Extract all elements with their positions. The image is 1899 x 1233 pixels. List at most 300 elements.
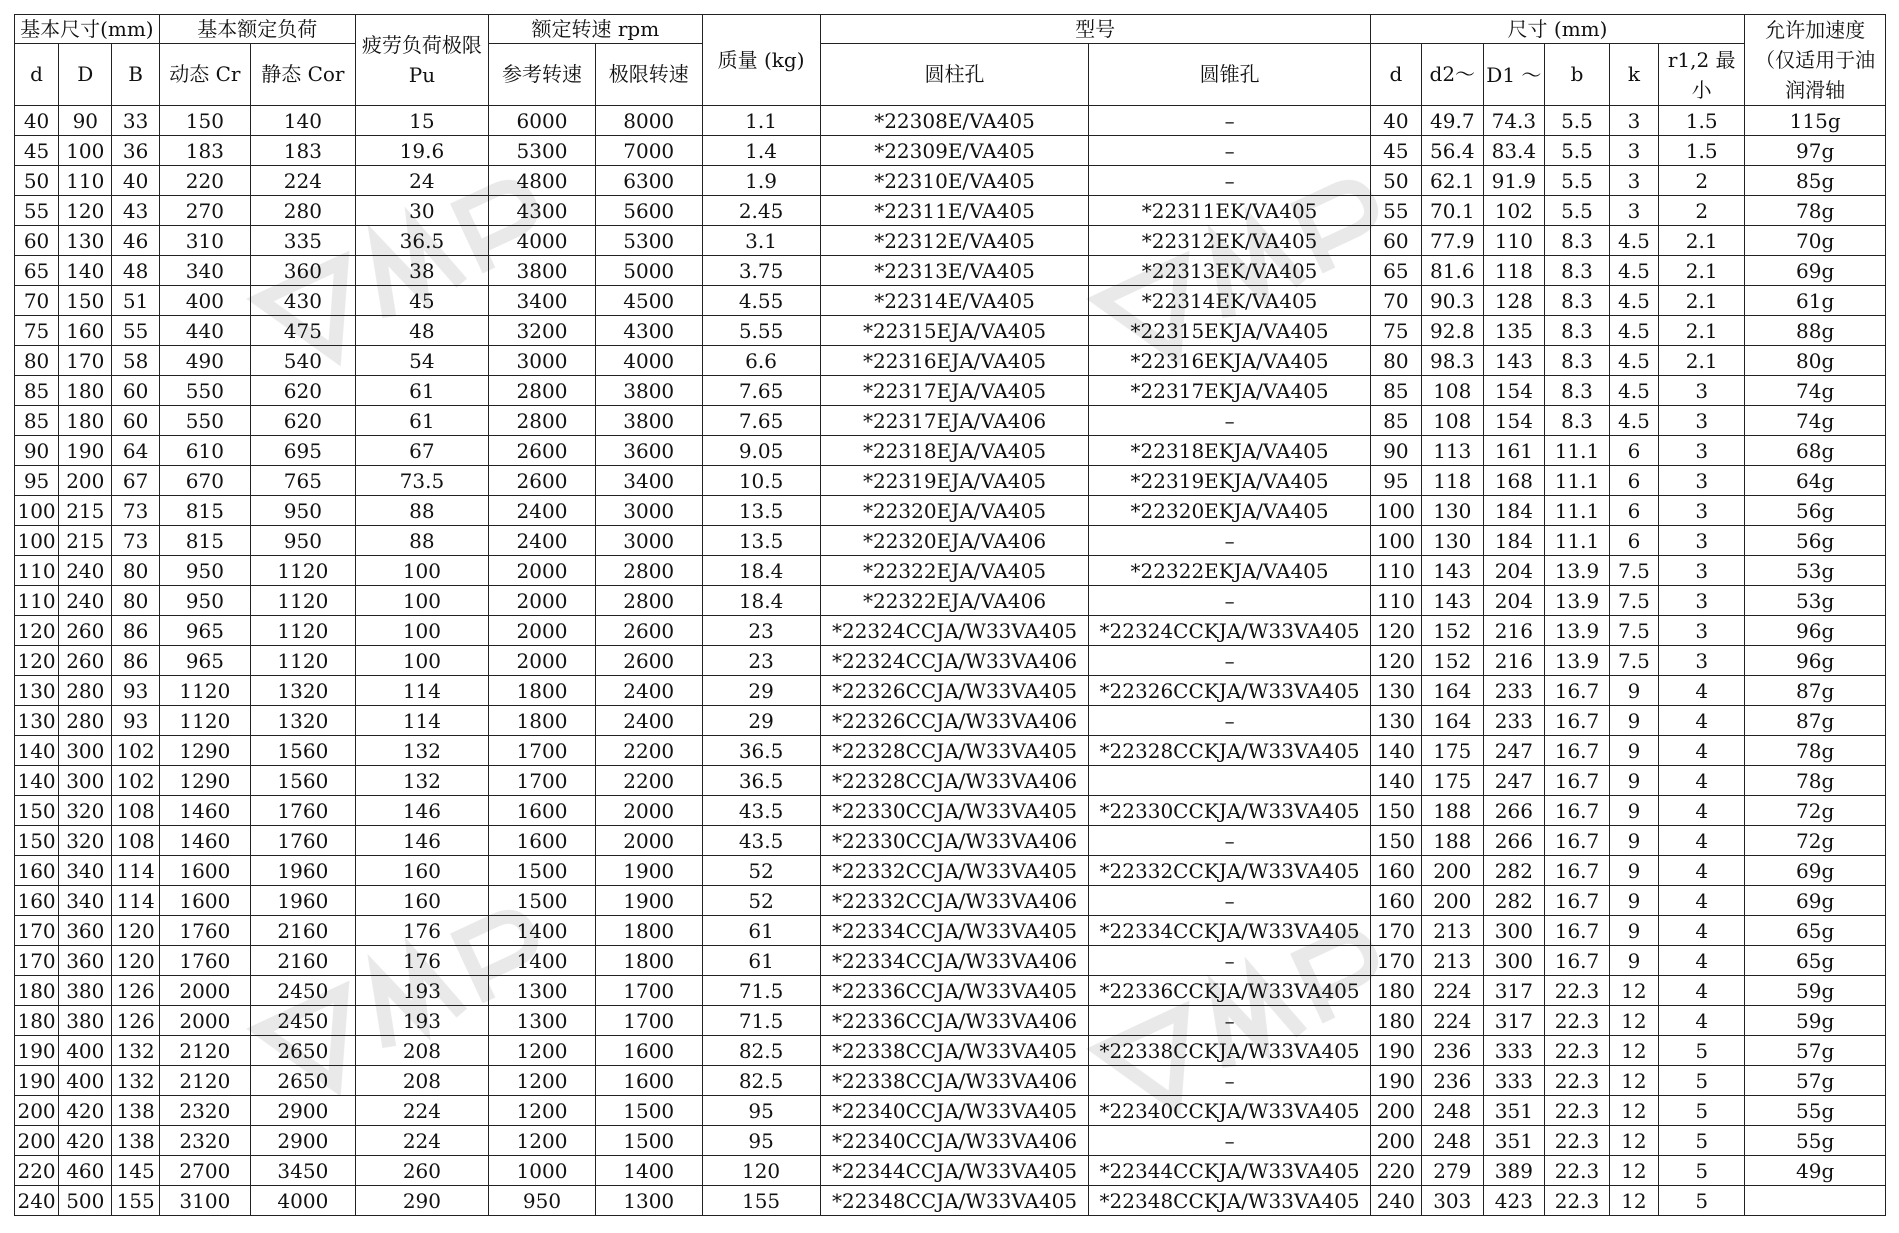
table-row (15, 1126, 1886, 1156)
header-b: b (1545, 44, 1610, 106)
cell-mass: 5.55 (702, 316, 820, 346)
cell-r12: 4 (1659, 976, 1745, 1006)
cell-k: 6 (1609, 466, 1658, 496)
cell-b: 13.9 (1545, 616, 1610, 646)
cell-ref-speed: 3000 (489, 346, 596, 376)
table-row (15, 496, 1886, 526)
cell-d: 140 (15, 736, 59, 766)
cell-b: 16.7 (1545, 826, 1610, 856)
cell-D1: 282 (1483, 856, 1545, 886)
cell-D: 200 (59, 466, 112, 496)
cell-d: 190 (15, 1036, 59, 1066)
cell-cor: 540 (251, 346, 356, 376)
cell-D: 240 (59, 586, 112, 616)
cell-cr: 400 (159, 286, 250, 316)
cell-ref-speed: 1600 (489, 796, 596, 826)
cell-tapered-bore-model: *22330CCKJA/W33VA405 (1089, 796, 1370, 826)
cell-ref-speed: 2000 (489, 646, 596, 676)
cell-d: 90 (15, 436, 59, 466)
cell-D: 170 (59, 346, 112, 376)
cell-cr: 183 (159, 136, 250, 166)
cell-cor: 950 (251, 496, 356, 526)
cell-cylindrical-bore-model: *22322EJA/VA406 (820, 586, 1089, 616)
cell-limit-speed: 6300 (595, 166, 702, 196)
cell-b: 8.3 (1545, 226, 1610, 256)
cell-r12: 3 (1659, 496, 1745, 526)
cell-b: 8.3 (1545, 406, 1610, 436)
cell-cr: 3100 (159, 1186, 250, 1216)
cell-b: 11.1 (1545, 526, 1610, 556)
cell-B: 155 (112, 1186, 159, 1216)
cell-mass: 3.1 (702, 226, 820, 256)
cell-cor: 2160 (251, 946, 356, 976)
cell-ref-speed: 1600 (489, 826, 596, 856)
cell-cylindrical-bore-model: *22332CCJA/W33VA405 (820, 856, 1089, 886)
cell-cor: 2900 (251, 1126, 356, 1156)
header-basic-load: 基本额定负荷 (159, 15, 355, 44)
cell-mass: 9.05 (702, 436, 820, 466)
cell-d2: 200 (1422, 856, 1484, 886)
cell-k: 4.5 (1609, 346, 1658, 376)
cell-dim-d: 55 (1370, 196, 1421, 226)
table-row (15, 286, 1886, 316)
cell-dim-d: 160 (1370, 886, 1421, 916)
cell-cylindrical-bore-model: *22310E/VA405 (820, 166, 1089, 196)
cell-limit-speed: 8000 (595, 106, 702, 136)
cell-D1: 333 (1483, 1066, 1545, 1096)
cell-cr: 965 (159, 646, 250, 676)
cell-acceleration: 96g (1745, 646, 1886, 676)
cell-cor: 695 (251, 436, 356, 466)
cell-limit-speed: 2400 (595, 676, 702, 706)
cell-d: 170 (15, 946, 59, 976)
table-row (15, 1006, 1886, 1036)
cell-acceleration: 87g (1745, 676, 1886, 706)
cell-acceleration: 49g (1745, 1156, 1886, 1186)
cell-mass: 4.55 (702, 286, 820, 316)
cell-acceleration: 72g (1745, 826, 1886, 856)
cell-d2: 108 (1422, 406, 1484, 436)
cell-d: 85 (15, 406, 59, 436)
cell-k: 4.5 (1609, 256, 1658, 286)
cell-ref-speed: 1200 (489, 1126, 596, 1156)
table-row (15, 826, 1886, 856)
cell-D1: 300 (1483, 916, 1545, 946)
cell-b: 13.9 (1545, 586, 1610, 616)
header-B: B (112, 44, 159, 106)
cell-k: 12 (1609, 976, 1658, 1006)
cell-d: 190 (15, 1066, 59, 1096)
cell-ref-speed: 1400 (489, 946, 596, 976)
cell-cr: 490 (159, 346, 250, 376)
cell-mass: 3.75 (702, 256, 820, 286)
cell-limit-speed: 5300 (595, 226, 702, 256)
cell-B: 138 (112, 1126, 159, 1156)
cell-acceleration: 74g (1745, 376, 1886, 406)
cell-tapered-bore-model: *22320EKJA/VA405 (1089, 496, 1370, 526)
cell-acceleration: 57g (1745, 1036, 1886, 1066)
cell-k: 4.5 (1609, 286, 1658, 316)
cell-k: 9 (1609, 736, 1658, 766)
cell-mass: 52 (702, 886, 820, 916)
cell-B: 64 (112, 436, 159, 466)
cell-cor: 620 (251, 376, 356, 406)
cell-d2: 130 (1422, 526, 1484, 556)
cell-limit-speed: 1900 (595, 886, 702, 916)
cell-cylindrical-bore-model: *22348CCJA/W33VA405 (820, 1186, 1089, 1216)
cell-B: 93 (112, 706, 159, 736)
cell-pu: 45 (355, 286, 488, 316)
cell-d2: 143 (1422, 586, 1484, 616)
cell-cor: 1320 (251, 706, 356, 736)
cell-D: 215 (59, 526, 112, 556)
cell-cor: 1960 (251, 886, 356, 916)
cell-r12: 5 (1659, 1036, 1745, 1066)
cell-mass: 95 (702, 1126, 820, 1156)
cell-ref-speed: 1300 (489, 976, 596, 1006)
cell-d2: 175 (1422, 736, 1484, 766)
table-row (15, 766, 1886, 796)
cell-dim-d: 180 (1370, 976, 1421, 1006)
cell-ref-speed: 4800 (489, 166, 596, 196)
cell-cr: 670 (159, 466, 250, 496)
cell-tapered-bore-model: *22334CCKJA/W33VA405 (1089, 916, 1370, 946)
cell-pu: 88 (355, 526, 488, 556)
cell-cylindrical-bore-model: *22340CCJA/W33VA406 (820, 1126, 1089, 1156)
cell-D1: 204 (1483, 556, 1545, 586)
cell-D: 260 (59, 616, 112, 646)
header-dim-d: d (1370, 44, 1421, 106)
cell-tapered-bore-model: – (1089, 526, 1370, 556)
cell-k: 3 (1609, 196, 1658, 226)
cell-limit-speed: 1500 (595, 1126, 702, 1156)
cell-r12: 2 (1659, 166, 1745, 196)
cell-tapered-bore-model: *22324CCKJA/W33VA405 (1089, 616, 1370, 646)
cell-b: 16.7 (1545, 796, 1610, 826)
cell-k: 9 (1609, 676, 1658, 706)
cell-ref-speed: 2600 (489, 436, 596, 466)
cell-cor: 3450 (251, 1156, 356, 1186)
cell-mass: 13.5 (702, 496, 820, 526)
cell-D: 190 (59, 436, 112, 466)
cell-cylindrical-bore-model: *22322EJA/VA405 (820, 556, 1089, 586)
cell-limit-speed: 3000 (595, 496, 702, 526)
cell-cylindrical-bore-model: *22336CCJA/W33VA405 (820, 976, 1089, 1006)
cell-mass: 23 (702, 616, 820, 646)
cell-d: 40 (15, 106, 59, 136)
cell-cylindrical-bore-model: *22330CCJA/W33VA406 (820, 826, 1089, 856)
cell-acceleration: 56g (1745, 496, 1886, 526)
cell-pu: 61 (355, 406, 488, 436)
cell-D: 340 (59, 886, 112, 916)
cell-B: 36 (112, 136, 159, 166)
cell-D1: 102 (1483, 196, 1545, 226)
cell-acceleration: 61g (1745, 286, 1886, 316)
cell-tapered-bore-model: – (1089, 826, 1370, 856)
cell-limit-speed: 4300 (595, 316, 702, 346)
cell-pu: 193 (355, 976, 488, 1006)
cell-D: 420 (59, 1096, 112, 1126)
cell-cylindrical-bore-model: *22328CCJA/W33VA406 (820, 766, 1089, 796)
cell-b: 22.3 (1545, 1126, 1610, 1156)
cell-d2: 248 (1422, 1126, 1484, 1156)
cell-d: 80 (15, 346, 59, 376)
cell-cor: 280 (251, 196, 356, 226)
cell-d2: 188 (1422, 826, 1484, 856)
cell-d: 55 (15, 196, 59, 226)
cell-r12: 1.5 (1659, 106, 1745, 136)
cell-tapered-bore-model: *22311EK/VA405 (1089, 196, 1370, 226)
cell-limit-speed: 2000 (595, 796, 702, 826)
cell-mass: 61 (702, 916, 820, 946)
table-row (15, 946, 1886, 976)
cell-ref-speed: 2000 (489, 616, 596, 646)
table-row (15, 106, 1886, 136)
cell-mass: 18.4 (702, 586, 820, 616)
table-row (15, 346, 1886, 376)
header-d2: d2～ (1422, 44, 1484, 106)
cell-tapered-bore-model: *22328CCKJA/W33VA405 (1089, 736, 1370, 766)
cell-r12: 2.1 (1659, 286, 1745, 316)
cell-tapered-bore-model: – (1089, 1006, 1370, 1036)
cell-k: 3 (1609, 106, 1658, 136)
cell-D1: 128 (1483, 286, 1545, 316)
cell-k: 4.5 (1609, 376, 1658, 406)
cell-pu: 100 (355, 646, 488, 676)
cell-cylindrical-bore-model: *22338CCJA/W33VA406 (820, 1066, 1089, 1096)
cell-cylindrical-bore-model: *22320EJA/VA405 (820, 496, 1089, 526)
cell-dim-d: 60 (1370, 226, 1421, 256)
table-row (15, 166, 1886, 196)
cell-B: 80 (112, 556, 159, 586)
cell-D1: 161 (1483, 436, 1545, 466)
cell-tapered-bore-model: *22326CCKJA/W33VA405 (1089, 676, 1370, 706)
cell-mass: 120 (702, 1156, 820, 1186)
cell-cor: 2650 (251, 1066, 356, 1096)
cell-k: 7.5 (1609, 616, 1658, 646)
cell-limit-speed: 2200 (595, 736, 702, 766)
cell-tapered-bore-model: *22340CCKJA/W33VA405 (1089, 1096, 1370, 1126)
cell-d: 110 (15, 556, 59, 586)
cell-D: 240 (59, 556, 112, 586)
cell-cr: 2000 (159, 1006, 250, 1036)
cell-mass: 43.5 (702, 796, 820, 826)
table-row (15, 736, 1886, 766)
cell-r12: 5 (1659, 1156, 1745, 1186)
cell-ref-speed: 950 (489, 1186, 596, 1216)
cell-B: 60 (112, 406, 159, 436)
header-D1: D1 ～ (1483, 44, 1545, 106)
cell-d2: 98.3 (1422, 346, 1484, 376)
table-row (15, 196, 1886, 226)
cell-k: 4.5 (1609, 226, 1658, 256)
cell-cylindrical-bore-model: *22334CCJA/W33VA405 (820, 916, 1089, 946)
cell-d: 200 (15, 1126, 59, 1156)
cell-d2: 152 (1422, 646, 1484, 676)
cell-k: 9 (1609, 886, 1658, 916)
cell-dim-d: 110 (1370, 556, 1421, 586)
cell-limit-speed: 2200 (595, 766, 702, 796)
cell-cr: 965 (159, 616, 250, 646)
cell-pu: 132 (355, 736, 488, 766)
cell-limit-speed: 3800 (595, 406, 702, 436)
cell-B: 51 (112, 286, 159, 316)
cell-D: 100 (59, 136, 112, 166)
cell-r12: 2.1 (1659, 226, 1745, 256)
cell-d: 70 (15, 286, 59, 316)
cell-B: 132 (112, 1036, 159, 1066)
cell-b: 22.3 (1545, 1186, 1610, 1216)
cell-mass: 29 (702, 676, 820, 706)
cell-pu: 114 (355, 706, 488, 736)
cell-d2: 224 (1422, 1006, 1484, 1036)
cell-limit-speed: 3400 (595, 466, 702, 496)
cell-r12: 4 (1659, 736, 1745, 766)
cell-b: 13.9 (1545, 556, 1610, 586)
cell-b: 22.3 (1545, 1156, 1610, 1186)
cell-mass: 7.65 (702, 406, 820, 436)
cell-pu: 54 (355, 346, 488, 376)
cell-r12: 4 (1659, 886, 1745, 916)
cell-b: 5.5 (1545, 196, 1610, 226)
cell-b: 16.7 (1545, 676, 1610, 706)
cell-k: 12 (1609, 1156, 1658, 1186)
header-basic-dims: 基本尺寸(mm) (15, 15, 160, 44)
cell-mass: 23 (702, 646, 820, 676)
cell-pu: 160 (355, 856, 488, 886)
cell-cor: 765 (251, 466, 356, 496)
cell-b: 5.5 (1545, 166, 1610, 196)
cell-cor: 1120 (251, 646, 356, 676)
cell-r12: 5 (1659, 1096, 1745, 1126)
cell-mass: 1.4 (702, 136, 820, 166)
cell-D1: 184 (1483, 526, 1545, 556)
cell-acceleration: 80g (1745, 346, 1886, 376)
cell-D: 320 (59, 826, 112, 856)
cell-pu: 132 (355, 766, 488, 796)
cell-cr: 2120 (159, 1036, 250, 1066)
cell-tapered-bore-model: *22336CCKJA/W33VA405 (1089, 976, 1370, 1006)
cell-cylindrical-bore-model: *22316EJA/VA405 (820, 346, 1089, 376)
cell-dim-d: 150 (1370, 826, 1421, 856)
cell-ref-speed: 1400 (489, 916, 596, 946)
cell-B: 73 (112, 526, 159, 556)
cell-r12: 4 (1659, 766, 1745, 796)
cell-dim-d: 130 (1370, 706, 1421, 736)
cell-cr: 1760 (159, 916, 250, 946)
cell-D1: 233 (1483, 706, 1545, 736)
cell-ref-speed: 1200 (489, 1036, 596, 1066)
cell-k: 12 (1609, 1036, 1658, 1066)
cell-D1: 266 (1483, 826, 1545, 856)
cell-D1: 282 (1483, 886, 1545, 916)
cell-k: 6 (1609, 496, 1658, 526)
cell-r12: 3 (1659, 526, 1745, 556)
cell-k: 7.5 (1609, 586, 1658, 616)
cell-limit-speed: 1800 (595, 916, 702, 946)
cell-acceleration: 64g (1745, 466, 1886, 496)
cell-acceleration: 69g (1745, 886, 1886, 916)
cell-r12: 4 (1659, 856, 1745, 886)
cell-ref-speed: 1300 (489, 1006, 596, 1036)
cell-B: 67 (112, 466, 159, 496)
cell-ref-speed: 5300 (489, 136, 596, 166)
cell-acceleration: 59g (1745, 1006, 1886, 1036)
cell-dim-d: 100 (1370, 526, 1421, 556)
cell-ref-speed: 2000 (489, 556, 596, 586)
cell-d: 100 (15, 526, 59, 556)
cell-limit-speed: 4500 (595, 286, 702, 316)
cell-acceleration: 97g (1745, 136, 1886, 166)
cell-ref-speed: 2800 (489, 376, 596, 406)
cell-d2: 62.1 (1422, 166, 1484, 196)
cell-mass: 1.9 (702, 166, 820, 196)
cell-acceleration: 57g (1745, 1066, 1886, 1096)
table-row (15, 616, 1886, 646)
cell-D1: 389 (1483, 1156, 1545, 1186)
cell-dim-d: 170 (1370, 946, 1421, 976)
table-row (15, 646, 1886, 676)
cell-acceleration: 88g (1745, 316, 1886, 346)
header-dimensions: 尺寸 (mm) (1370, 15, 1745, 44)
cell-pu: 100 (355, 616, 488, 646)
cell-pu: 100 (355, 556, 488, 586)
cell-B: 93 (112, 676, 159, 706)
cell-dim-d: 140 (1370, 766, 1421, 796)
cell-D1: 351 (1483, 1096, 1545, 1126)
cell-ref-speed: 3200 (489, 316, 596, 346)
cell-k: 12 (1609, 1006, 1658, 1036)
cell-cor: 183 (251, 136, 356, 166)
table-body (15, 106, 1886, 1216)
table-row (15, 226, 1886, 256)
cell-D: 400 (59, 1036, 112, 1066)
cell-D: 140 (59, 256, 112, 286)
cell-tapered-bore-model: – (1089, 946, 1370, 976)
cell-k: 9 (1609, 856, 1658, 886)
cell-ref-speed: 1700 (489, 766, 596, 796)
cell-B: 126 (112, 976, 159, 1006)
cell-pu: 114 (355, 676, 488, 706)
cell-d: 120 (15, 616, 59, 646)
cell-cr: 150 (159, 106, 250, 136)
cell-pu: 48 (355, 316, 488, 346)
cell-limit-speed: 2600 (595, 646, 702, 676)
cell-ref-speed: 1700 (489, 736, 596, 766)
cell-k: 6 (1609, 526, 1658, 556)
cell-k: 3 (1609, 136, 1658, 166)
cell-D1: 110 (1483, 226, 1545, 256)
cell-D1: 204 (1483, 586, 1545, 616)
cell-D: 280 (59, 676, 112, 706)
cell-acceleration: 72g (1745, 796, 1886, 826)
cell-d: 50 (15, 166, 59, 196)
cell-tapered-bore-model: *22348CCKJA/W33VA405 (1089, 1186, 1370, 1216)
cell-dim-d: 45 (1370, 136, 1421, 166)
cell-dim-d: 190 (1370, 1066, 1421, 1096)
cell-acceleration: 87g (1745, 706, 1886, 736)
cell-cylindrical-bore-model: *22330CCJA/W33VA405 (820, 796, 1089, 826)
cell-D: 215 (59, 496, 112, 526)
cell-cylindrical-bore-model: *22312E/VA405 (820, 226, 1089, 256)
cell-k: 12 (1609, 1066, 1658, 1096)
cell-mass: 7.65 (702, 376, 820, 406)
cell-mass: 36.5 (702, 736, 820, 766)
cell-B: 33 (112, 106, 159, 136)
cell-limit-speed: 2800 (595, 586, 702, 616)
cell-d: 170 (15, 916, 59, 946)
header-reference-speed: 参考转速 (489, 44, 596, 106)
